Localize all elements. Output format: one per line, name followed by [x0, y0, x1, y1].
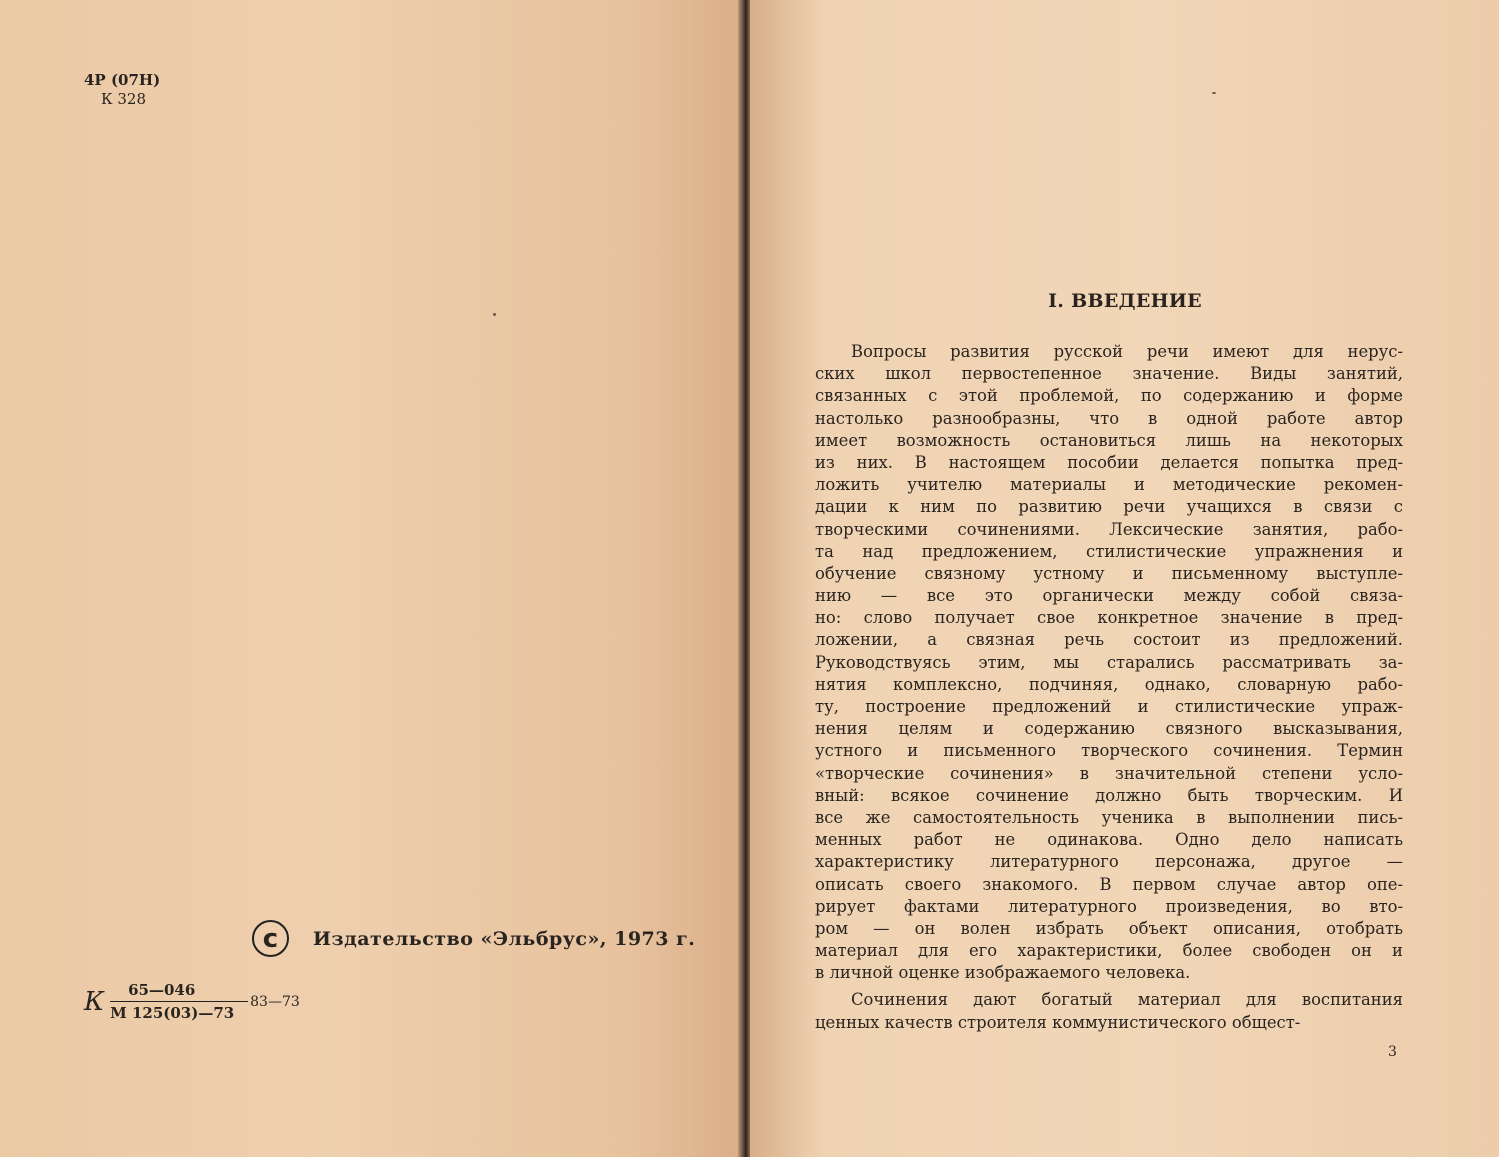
text-line: в личной оценке изображаемого человека. [815, 963, 1191, 983]
text-line: менных работ не одинакова. Одно дело написать [815, 830, 1403, 850]
text-line: ту, построение предложений и стилистические упраж- [815, 697, 1403, 716]
text-line: связанных с этой проблемой, по содержанию и форме [815, 386, 1403, 406]
text-line: нения целям и содержанию связного высказывания, [815, 719, 1403, 739]
text-line: «творческие сочинения» в значительной степени усло- [815, 763, 1403, 783]
text-line: Вопросы развития русской речи имеют для нерус- [851, 342, 1403, 361]
text-line: нию — все это органически между собой связа- [815, 586, 1403, 606]
index-letter: К [84, 986, 105, 1017]
text-line: ложении, а связная речь состоит из предложений. [815, 630, 1403, 650]
text-line: вный: всякое сочинение должно быть творческим. И [815, 785, 1403, 805]
text-line: из них. В настоящем пособии делается попытка пред- [815, 452, 1403, 472]
paragraph-2 [815, 989, 1403, 1033]
paper-speck [1212, 92, 1216, 94]
author-mark: К 328 [101, 90, 147, 108]
text-line: настолько разнообразны, что в одной работе автор [815, 408, 1403, 428]
paper-speck [493, 313, 496, 316]
paragraph-1 [815, 341, 1403, 984]
index-suffix: 83—73 [250, 993, 300, 1010]
index-fraction [110, 981, 248, 1022]
text-line: все же самостоятельность ученика в выполнении пись- [815, 807, 1403, 827]
text-line: описать своего знакомого. В первом случае автор опе- [815, 874, 1403, 894]
text-line: дации к ним по развитию речи учащихся в связи с [815, 497, 1403, 517]
classification-code: 4Р (07Н) [84, 71, 161, 89]
library-classification [84, 71, 160, 109]
text-line: устного и письменного творческого сочинения. Термин [815, 741, 1403, 761]
publication-index [84, 981, 300, 1022]
text-line: имеет возможность остановиться лишь на некоторых [815, 430, 1403, 450]
text-line: ценных качеств строителя коммунистического общест- [815, 1012, 1301, 1032]
text-line: Руководствуясь этим, мы старались рассматривать за- [815, 652, 1403, 672]
text-line: материал для его характеристики, более свободен он и [815, 941, 1403, 961]
text-line: обучение связному устному и письменному выступле- [815, 563, 1403, 583]
text-line: творческими сочинениями. Лексические занятия, рабо- [815, 519, 1403, 539]
text-line: нятия комплексно, подчиняя, однако, словарную рабо- [815, 674, 1403, 694]
text-line: Сочинения дают богатый материал для воспитания [851, 990, 1403, 1010]
text-line: но: слово получает свое конкретное значение в пред- [815, 608, 1403, 628]
text-line: та над предложением, стилистические упражнения и [815, 541, 1403, 561]
text-line: ром — он волен избрать объект описания, отобрать [815, 918, 1403, 938]
index-numerator: 65—046 [110, 981, 248, 1002]
chapter-title: I. ВВЕДЕНИЕ [1048, 290, 1202, 312]
text-line: ложить учителю материалы и методические рекомен- [815, 475, 1403, 495]
copyright-notice [252, 920, 695, 957]
publisher-line: Издательство «Эльбрус», 1973 г. [313, 927, 696, 950]
text-line: характеристику литературного персонажа, другое — [815, 852, 1403, 872]
text-line: рирует фактами литературного произведения, во вто- [815, 896, 1403, 916]
index-denominator: М 125(03)—73 [110, 1004, 235, 1022]
page-number: 3 [1388, 1044, 1397, 1060]
text-line: ских школ первостепенное значение. Виды занятий, [815, 364, 1403, 384]
copyright-icon: c [252, 920, 289, 957]
body-text [815, 341, 1403, 1034]
left-page [0, 0, 742, 1157]
